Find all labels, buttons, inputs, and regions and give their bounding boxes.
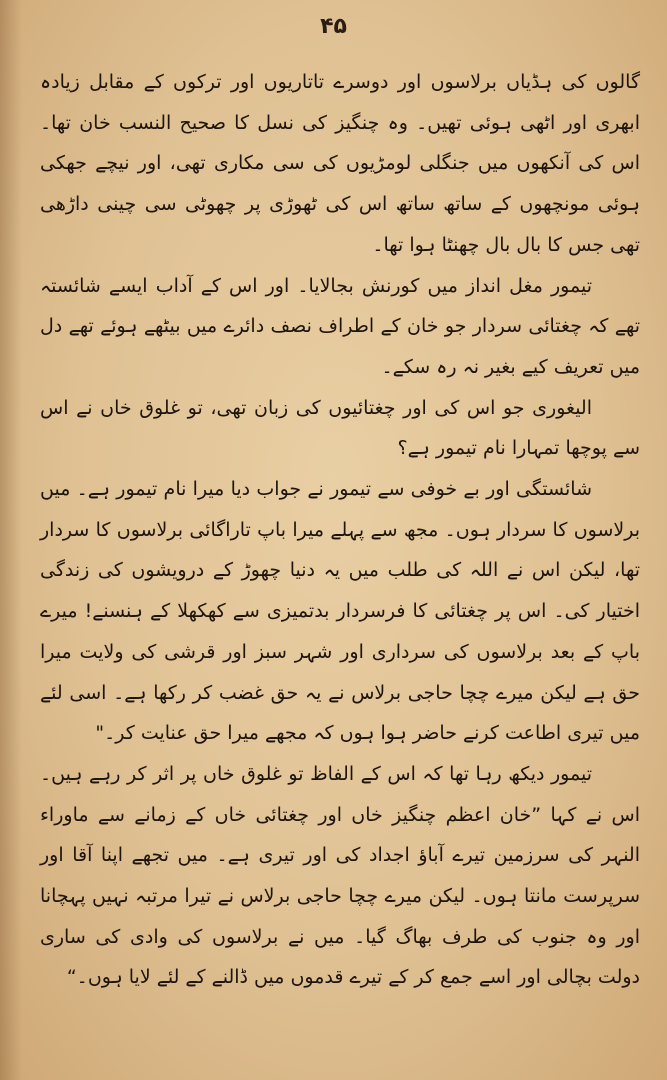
paragraph-3: الیغوری جو اس کی اور چغتائیوں کی زبان تھی، تو غلوق خاں نے اس سے پوچھا تمہارا نام تیمور ہے؟ (40, 396, 640, 460)
paragraph-5: تیمور دیکھ رہا تھا کہ اس کے الفاظ تو غلوق خاں پر اثر کر رہے ہیں۔ اس نے کہا ”خان اعظم چنگیز خاں اور چغتائی خاں کے زمانے سے ماوراء النہر کی سرزمین تیرے آباؤ اجداد کی اور تیری ہے۔ میں تجھے اپنا آقا اور سرپرست مانتا ہوں۔ لیکن میرے چچا حاجی برلاس نے تیرا مرتبہ نہیں پہچانا اور وہ جنوب کی طرف بھاگ گیا۔ میں نے برلاسوں کی وادی کی ساری دولت بچالی اور اسے جمع کر کے تیرے قدموں میں ڈالنے کے لئے لایا ہوں۔“ (40, 762, 640, 989)
page-gutter-shadow (0, 0, 22, 1080)
page-body-text (40, 62, 640, 998)
page-number: ۴۵ (320, 14, 347, 39)
paragraph-1: گالوں کی ہڈیاں برلاسوں اور دوسرے تاتاریوں اور ترکوں کے مقابل زیادہ ابھری اور اٹھی ہوئی تھیں۔ وہ چنگیز کی نسل کا صحیح النسب خان تھا۔ اس کی آنکھوں میں جنگلی لومڑیوں کی سی مکاری تھی، اور نیچے جھکی ہوئی مونچھوں کے ساتھ ساتھ اس کی ٹھوڑی پر چھوٹی سی چینی داڑھی تھی جس کا بال بال چھنٹا ہوا تھا۔ (40, 71, 640, 256)
paragraph-2: تیمور مغل انداز میں کورنش بجالایا۔ اور اس کے آداب ایسے شائستہ تھے کہ چغتائی سردار جو خان کے اطراف نصف دائرے میں بیٹھے ہوئے تھے دل میں تعریف کیے بغیر نہ رہ سکے۔ (40, 274, 640, 378)
paragraph-4: شائستگی اور بے خوفی سے تیمور نے جواب دیا میرا نام تیمور ہے۔ میں برلاسوں کا سردار ہوں۔ مجھ سے پہلے میرا باپ تاراگائی برلاسوں کا سردار تھا، لیکن اس نے اللہ کی طلب میں یہ دنیا چھوڑ کے درویشوں کی زندگی اختیار کی۔ اس پر چغتائی کا فرسردار بدتمیزی سے کھکھلا کے ہنسنے! میرے باپ کے بعد برلاسوں کی سرداری اور شہر سبز اور قرشی کی ولایت میرا حق ہے لیکن میرے چچا حاجی برلاس نے یہ حق غضب کر رکھا ہے۔ اسی لئے میں تیری اطاعت کرنے حاضر ہوا ہوں کہ مجھے میرا حق عنایت کر۔" (40, 478, 640, 745)
